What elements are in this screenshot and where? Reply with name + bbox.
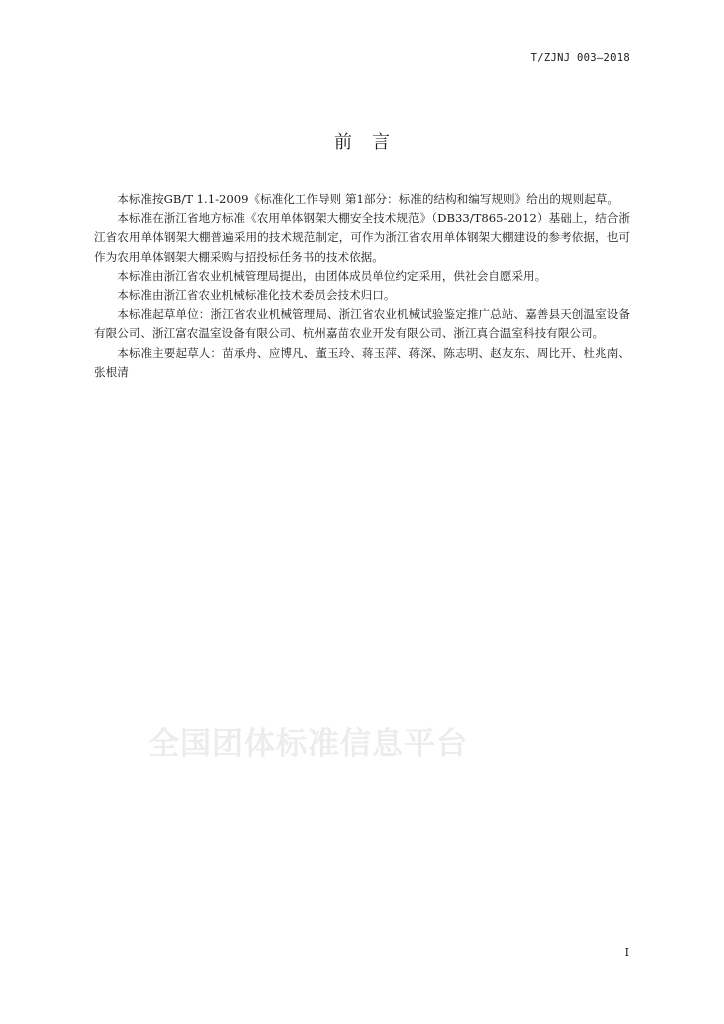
paragraph-proposer: 本标准由浙江省农业机械管理局提出，由团体成员单位约定采用，供社会自愿采用。 <box>117 268 547 283</box>
document-code: T/ZJNJ 003—2018 <box>530 52 630 64</box>
page-number: I <box>624 946 629 959</box>
paragraph-centralized-unit: 本标准由浙江省农业机械标准化技术委员会技术归口。 <box>117 288 396 303</box>
foreword-body <box>94 190 630 382</box>
page-title: 前言 <box>334 132 410 153</box>
paragraph-drafters: 本标准主要起草人：苗承舟、应博凡、董玉玲、蒋玉萍、蒋深、陈志明、赵友东、周比开、杜兆南、张根清 <box>94 345 630 379</box>
watermark: 全国团体标准信息平台 <box>148 726 468 762</box>
paragraph-basis: 本标准在浙江省地方标准《农用单体钢架大棚安全技术规范》（DB33/T865-2012）基础上，结合浙江省农用单体钢架大棚普遍采用的技术规范制定，可作为浙江省农用单体钢架大棚建设的参考依据，也可作为农用单体钢架大棚采购与招投标任务书的技术依据。 <box>94 211 630 264</box>
paragraph-drafting-units: 本标准起草单位：浙江省农业机械管理局、浙江省农业机械试验鉴定推广总站、嘉善县天创温室设备有限公司、浙江富农温室设备有限公司、杭州嘉苗农业开发有限公司、浙江真合温室科技有限公司。 <box>94 307 630 341</box>
paragraph-drafting-rules: 本标准按GB/T 1.1-2009《标准化工作导则 第1部分：标准的结构和编写规则》给出的规则起草。 <box>117 192 619 206</box>
